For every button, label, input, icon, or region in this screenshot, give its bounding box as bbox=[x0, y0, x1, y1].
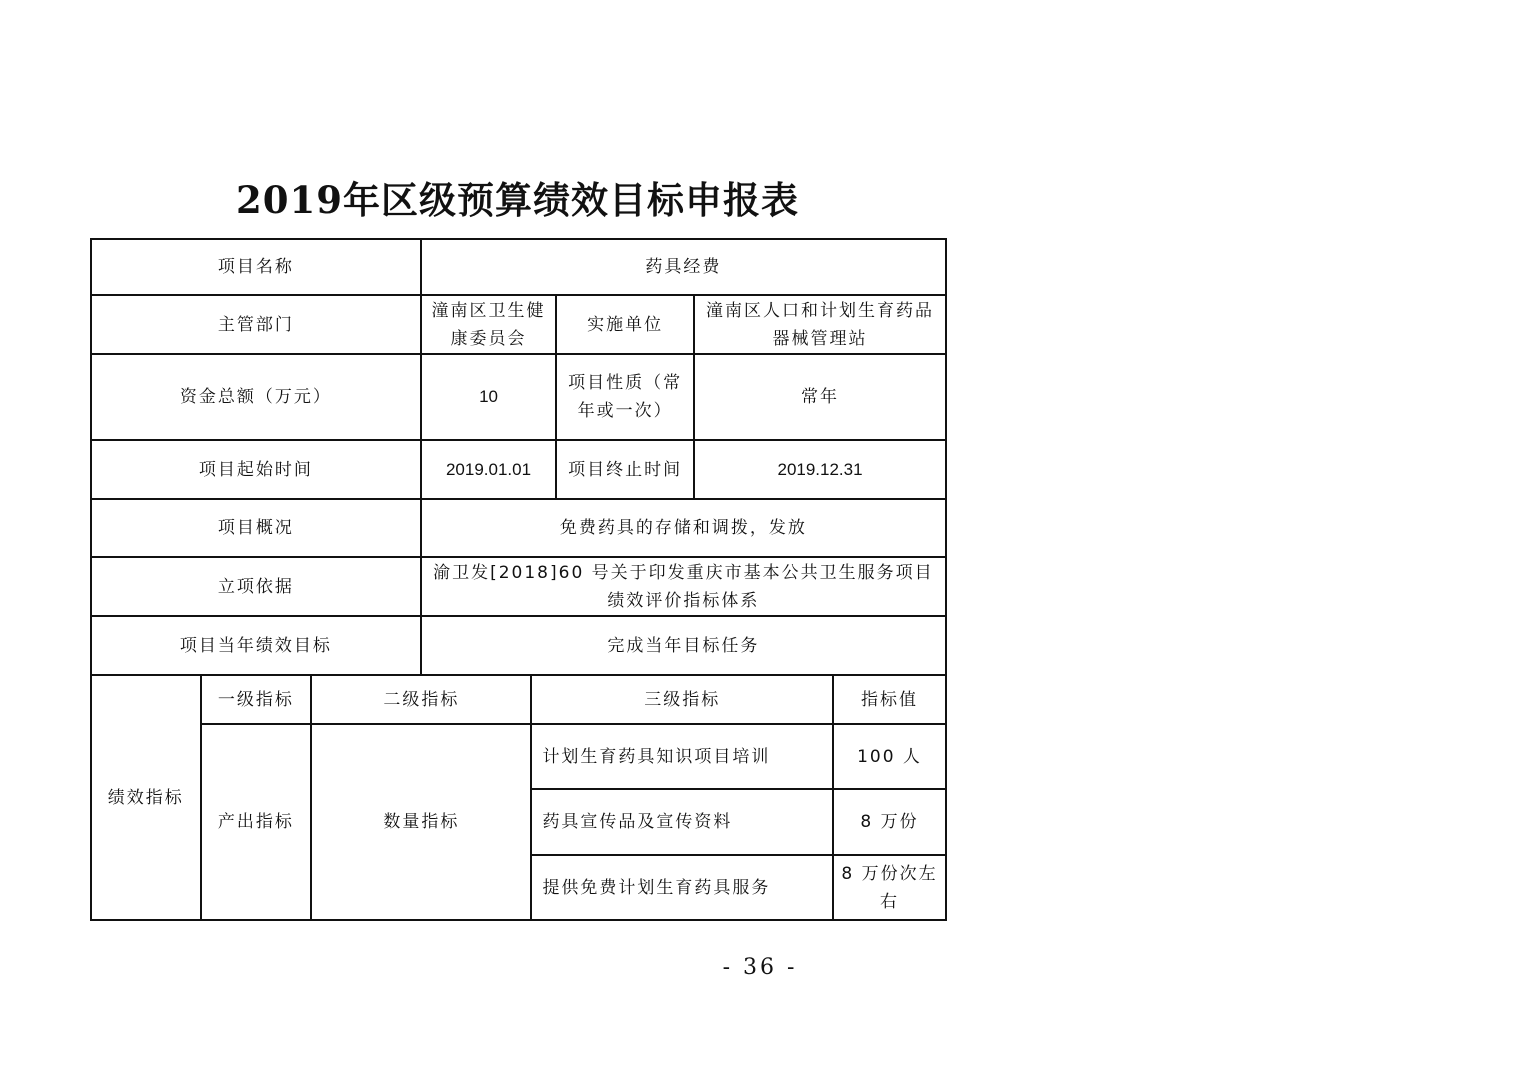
row-funds bbox=[91, 354, 946, 440]
level3-indicator: 计划生育药具知识项目培训 bbox=[531, 724, 833, 789]
basis-value: 渝卫发[2018]60 号关于印发重庆市基本公共卫生服务项目绩效评价指标体系 bbox=[421, 557, 946, 616]
row-department bbox=[91, 295, 946, 354]
start-time-label: 项目起始时间 bbox=[91, 440, 421, 499]
annual-goal-value: 完成当年目标任务 bbox=[421, 616, 946, 675]
level2-indicator: 数量指标 bbox=[311, 724, 531, 920]
implementer-value: 潼南区人口和计划生育药品器械管理站 bbox=[694, 295, 946, 354]
end-time-value: 2019.12.31 bbox=[694, 440, 946, 499]
row-basis bbox=[91, 557, 946, 616]
row-annual-goal bbox=[91, 616, 946, 675]
row-time bbox=[91, 440, 946, 499]
implementer-label: 实施单位 bbox=[556, 295, 694, 354]
basis-label: 立项依据 bbox=[91, 557, 421, 616]
indicator-value: 8 万份次左右 bbox=[833, 855, 946, 920]
overview-label: 项目概况 bbox=[91, 499, 421, 557]
end-time-label: 项目终止时间 bbox=[556, 440, 694, 499]
row-project-name bbox=[91, 239, 946, 295]
header-level3: 三级指标 bbox=[531, 675, 833, 724]
header-level1: 一级指标 bbox=[201, 675, 312, 724]
start-time-value: 2019.01.01 bbox=[421, 440, 557, 499]
header-value: 指标值 bbox=[833, 675, 946, 724]
department-value: 潼南区卫生健康委员会 bbox=[421, 295, 557, 354]
budget-performance-table bbox=[90, 238, 947, 921]
row-overview bbox=[91, 499, 946, 557]
level3-indicator: 药具宣传品及宣传资料 bbox=[531, 789, 833, 855]
level3-indicator: 提供免费计划生育药具服务 bbox=[531, 855, 833, 920]
project-name-label: 项目名称 bbox=[91, 239, 421, 295]
page-number: - 36 - bbox=[722, 955, 798, 980]
total-funds-label: 资金总额（万元） bbox=[91, 354, 421, 440]
indicator-value: 8 万份 bbox=[833, 789, 946, 855]
header-level2: 二级指标 bbox=[311, 675, 531, 724]
annual-goal-label: 项目当年绩效目标 bbox=[91, 616, 421, 675]
indicators-section-label: 绩效指标 bbox=[91, 675, 201, 920]
table-row bbox=[91, 724, 946, 789]
indicator-value: 100 人 bbox=[833, 724, 946, 789]
row-indicator-headers bbox=[91, 675, 946, 724]
nature-value: 常年 bbox=[694, 354, 946, 440]
total-funds-value: 10 bbox=[421, 354, 557, 440]
department-label: 主管部门 bbox=[91, 295, 421, 354]
overview-value: 免费药具的存储和调拨，发放 bbox=[421, 499, 946, 557]
level1-indicator: 产出指标 bbox=[201, 724, 312, 920]
project-name-value: 药具经费 bbox=[421, 239, 946, 295]
nature-label: 项目性质（常年或一次） bbox=[556, 354, 694, 440]
document-title: 2019年区级预算绩效目标申报表 bbox=[236, 178, 799, 222]
